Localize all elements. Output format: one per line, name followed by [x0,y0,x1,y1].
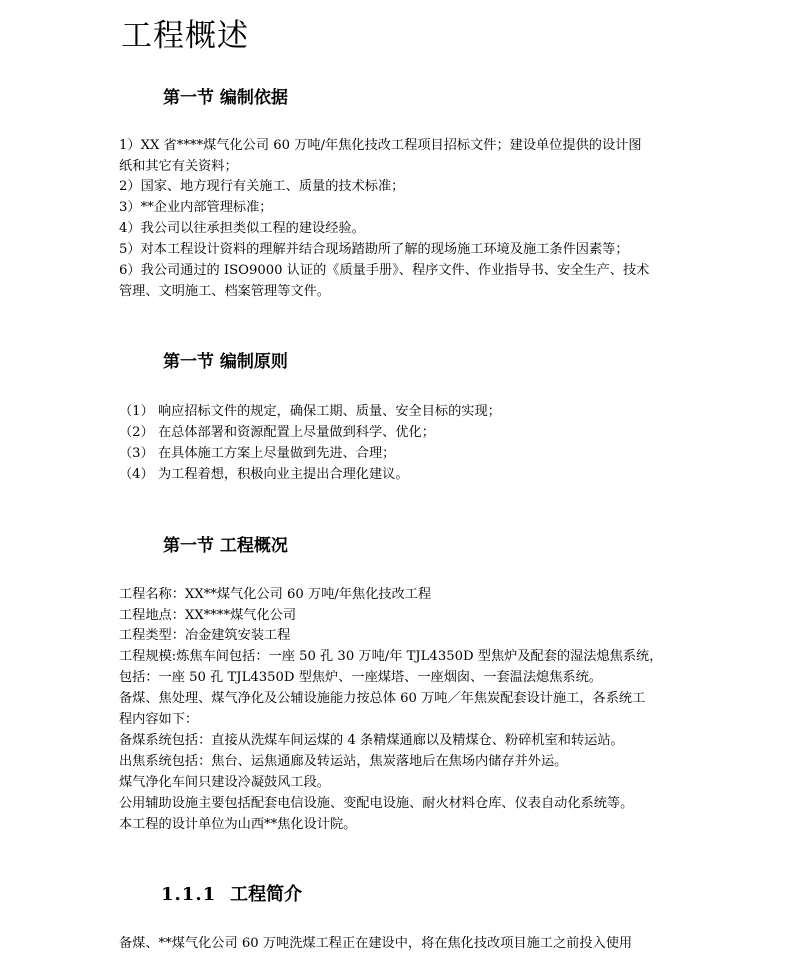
section-heading-principles: 第一节 编制原则 [163,352,288,372]
document-title: 工程概述 [121,18,249,54]
overview-line-4: 工程规模:炼焦车间包括：一座 50 孔 30 万吨/年 TJL4350D 型焦炉及配套的湿法熄焦系统， [119,649,663,664]
subsection-number: 1.1.1 [161,884,217,905]
overview-line-2: 工程地点：XX****煤气化公司 [119,608,297,623]
basis-line-4: 3）**企业内部管理标准； [119,200,273,215]
section-heading-overview: 第一节 工程概况 [163,536,288,556]
principle-line-2: （2） 在总体部署和资源配置上尽量做到科学、优化； [119,425,435,440]
basis-line-3: 2）国家、地方现行有关施工、质量的技术标准； [119,179,405,194]
overview-line-9: 出焦系统包括：焦台、运焦通廊及转运站，焦炭落地后在焦场内储存并外运。 [119,754,568,769]
overview-line-5: 包括：一座 50 孔 TJL4350D 型焦炉、一座煤塔、一座烟囱、一套温法熄焦系统。 [119,670,602,685]
section-heading-basis: 第一节 编制依据 [163,88,288,108]
basis-line-8: 管理、文明施工、档案管理等文件。 [119,284,330,299]
basis-line-7: 6）我公司通过的 ISO9000 认证的《质量手册》、程序文件、作业指导书、安全生产、技术 [119,263,650,278]
basis-line-5: 4）我公司以往承担类似工程的建设经验。 [119,221,365,236]
overview-line-7: 程内容如下： [119,712,199,727]
principle-line-3: （3） 在具体施工方案上尽量做到先进、合理； [119,446,396,461]
subsection-heading [161,882,302,908]
overview-line-12: 本工程的设计单位为山西**焦化设计院。 [119,817,357,832]
overview-line-10: 煤气净化车间只建设冷凝鼓风工段。 [119,775,330,790]
overview-line-8: 备煤系统包括：直接从洗煤车间运煤的 4 条精煤通廊以及精煤仓、粉碎机室和转运站。 [119,733,624,748]
overview-line-6: 备煤、焦处理、煤气净化及公辅设施能力按总体 60 万吨／年焦炭配套设计施工，各系统工 [119,691,646,706]
principle-line-4: （4） 为工程着想，积极向业主提出合理化建议。 [119,467,409,482]
basis-line-6: 5）对本工程设计资料的理解并结合现场踏勘所了解的现场施工环境及施工条件因素等； [119,242,629,257]
principle-line-1: （1） 响应招标文件的规定，确保工期、质量、安全目标的实现； [119,404,501,419]
basis-line-1: 1）XX 省****煤气化公司 60 万吨/年焦化技改工程项目招标文件；建设单位提供的设计图 [119,138,642,153]
overview-line-1: 工程名称：XX**煤气化公司 60 万吨/年焦化技改工程 [119,587,432,602]
subsection-title: 工程简介 [230,884,303,905]
overview-line-3: 工程类型：冶金建筑安装工程 [119,628,291,643]
overview-line-11: 公用辅助设施主要包括配套电信设施、变配电设施、耐火材料仓库、仪表自动化系统等。 [119,796,634,811]
cut-off-line: 备煤、**煤气化公司 60 万吨洗煤工程正在建设中，将在焦化技改项目施工之前投入使用 [119,936,633,951]
basis-line-2: 纸和其它有关资料； [119,159,238,174]
